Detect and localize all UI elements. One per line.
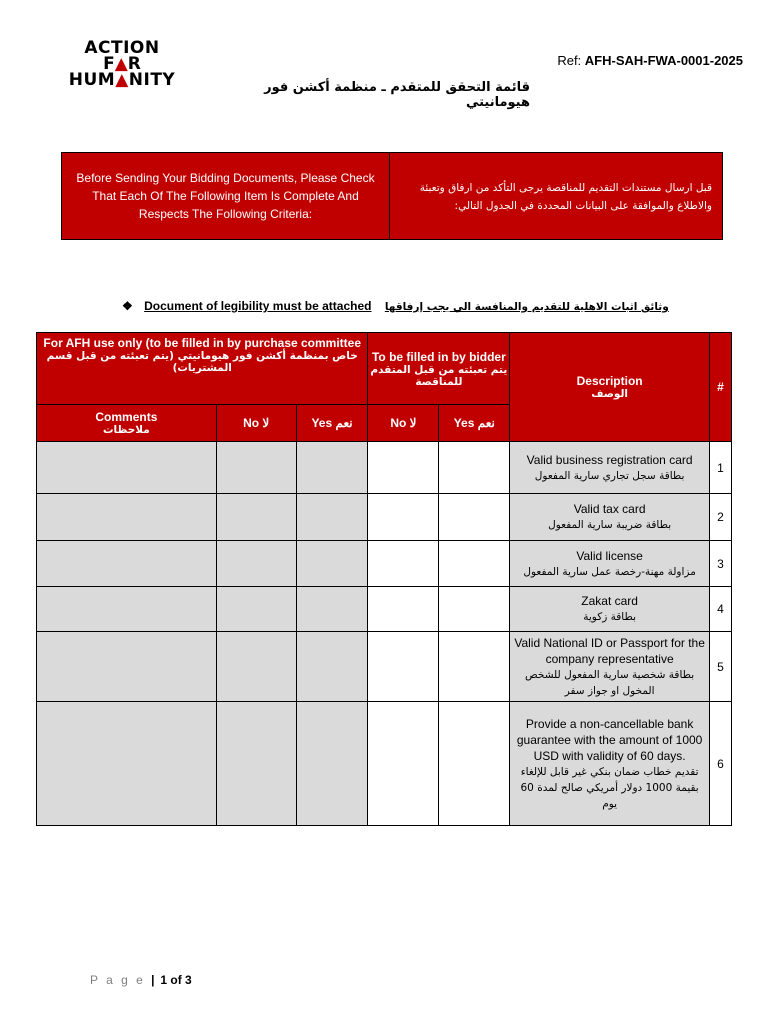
description-ar: بطاقة ضريبة سارية المفعول (548, 519, 672, 531)
description-en: Provide a non-cancellable bank guarantee with the amount of 1000 USD with validity of 60 days. (516, 716, 703, 763)
afh-yes-cell[interactable] (296, 632, 368, 702)
bidder-no-cell[interactable] (368, 702, 439, 826)
notice-en: Before Sending Your Bidding Documents, Please Check That Each Of The Following Item Is Complete And Respects The Following Criteria: (62, 153, 390, 239)
row-number: 2 (709, 494, 731, 541)
doc-heading-en: Document of legibility must be attached (144, 299, 372, 313)
ref-label: Ref: (557, 53, 582, 68)
page-separator: | (151, 973, 155, 987)
afh-no-cell[interactable] (216, 702, 296, 826)
description-header-en: Description (576, 374, 643, 388)
description-cell (510, 587, 710, 632)
diamond-bullet-icon: ❖ (122, 299, 133, 313)
comments-header-en: Comments (95, 410, 158, 424)
afh-no-cell[interactable] (216, 541, 296, 587)
ref-value: AFH-SAH-FWA-0001-2025 (584, 53, 743, 68)
description-en: Valid tax card (573, 502, 646, 516)
afh-no-cell[interactable] (216, 442, 296, 494)
description-en: Zakat card (581, 594, 638, 608)
afh-no-header: No لا (216, 405, 296, 442)
table-row (37, 632, 732, 702)
bidder-header (368, 333, 510, 405)
logo-triangle-icon: ▲ (115, 70, 129, 90)
page-footer (90, 973, 192, 987)
row-number: 3 (709, 541, 731, 587)
notice-box (61, 152, 723, 240)
comments-cell[interactable] (37, 587, 217, 632)
description-cell (510, 702, 710, 826)
bidder-header-en: To be filled in by bidder (371, 349, 506, 364)
afh-yes-cell[interactable] (296, 442, 368, 494)
row-number: 5 (709, 632, 731, 702)
comments-cell[interactable] (37, 702, 217, 826)
afh-no-cell[interactable] (216, 632, 296, 702)
bidder-yes-cell[interactable] (439, 632, 510, 702)
table-row (37, 541, 732, 587)
page-number: 1 of 3 (160, 973, 192, 987)
afh-yes-header: Yes نعم (296, 405, 368, 442)
comments-header (37, 405, 217, 442)
logo-line-1: ACTION (84, 38, 160, 58)
description-header (510, 333, 710, 442)
bidder-no-header: No لا (368, 405, 439, 442)
description-en: Valid business registration card (526, 452, 693, 467)
logo-line-3a: HUM (68, 70, 116, 90)
description-ar: بطاقة سجل تجاري سارية المفعول (534, 469, 685, 482)
description-ar: مزاولة مهنة-رخصة عمل سارية المفعول (523, 565, 696, 578)
logo-accent-icon: ▲ (114, 54, 128, 74)
logo-line-2a: F (103, 54, 115, 74)
doc-heading (122, 299, 682, 313)
comments-cell[interactable] (37, 442, 217, 494)
table-row (37, 494, 732, 541)
afh-yes-cell[interactable] (296, 587, 368, 632)
description-ar: تقديم خطاب ضمان بنكي غير قابل للإلغاء بقيمة 1000 دولار أمريكي صالح لمدة 60 يوم (520, 765, 699, 810)
doc-heading-ar: وثائق اثبات الاهلية للتقديم والمنافسة الي يجب إرفاقها (384, 301, 669, 313)
description-cell (510, 442, 710, 494)
bidder-yes-cell[interactable] (439, 494, 510, 541)
description-en: Valid license (576, 548, 643, 563)
description-header-ar: الوصف (591, 388, 628, 400)
bidder-yes-header: Yes نعم (439, 405, 510, 442)
table-row (37, 442, 732, 494)
bidder-no-cell[interactable] (368, 494, 439, 541)
comments-cell[interactable] (37, 541, 217, 587)
row-number: 1 (709, 442, 731, 494)
bidder-yes-cell[interactable] (439, 702, 510, 826)
description-en: Valid National ID or Passport for the company representative (514, 635, 705, 666)
afh-yes-cell[interactable] (296, 702, 368, 826)
description-cell (510, 494, 710, 541)
description-cell (510, 541, 710, 587)
description-ar: بطاقة شخصية سارية المفعول للشخص المخول او جواز سفر (525, 668, 695, 697)
checklist-table (36, 332, 732, 826)
page-title: قائمة التحقق للمتقدم ـ منظمة أكشن فور هيومانيتي (264, 80, 530, 110)
logo-line-2b: R (127, 54, 141, 74)
logo (62, 40, 182, 88)
bidder-no-cell[interactable] (368, 541, 439, 587)
notice-ar: قبل ارسال مستندات التقديم للمناقصة يرجى التأكد من ارفاق وتعبئة والاطلاع والموافقة على البيانات المحددة في الجدول التالي: (419, 182, 712, 212)
afh-yes-cell[interactable] (296, 541, 368, 587)
afh-no-cell[interactable] (216, 494, 296, 541)
number-header: # (709, 333, 731, 442)
bidder-no-cell[interactable] (368, 632, 439, 702)
comments-header-ar: ملاحظات (102, 424, 150, 436)
bidder-yes-cell[interactable] (439, 587, 510, 632)
bidder-no-cell[interactable] (368, 587, 439, 632)
afh-no-cell[interactable] (216, 587, 296, 632)
comments-cell[interactable] (37, 494, 217, 541)
table-row (37, 587, 732, 632)
bidder-no-cell[interactable] (368, 442, 439, 494)
comments-cell[interactable] (37, 632, 217, 702)
afh-use-header-en: For AFH use only (to be filled in by purchase committee (43, 336, 362, 350)
afh-yes-cell[interactable] (296, 494, 368, 541)
row-number: 4 (709, 587, 731, 632)
afh-use-header (37, 333, 368, 405)
page-label: P a g e (90, 973, 146, 987)
logo-line-3 (62, 72, 182, 88)
bidder-yes-cell[interactable] (439, 442, 510, 494)
logo-line-3b: NITY (128, 70, 176, 90)
bidder-yes-cell[interactable] (439, 541, 510, 587)
table-row (37, 702, 732, 826)
bidder-header-ar: يتم تعبئته من قبل المتقدم للمناقصة (370, 363, 508, 388)
description-cell (510, 632, 710, 702)
reference (557, 53, 743, 68)
description-ar: بطاقة زكوية (583, 611, 636, 623)
row-number: 6 (709, 702, 731, 826)
afh-use-header-ar: خاص بمنظمة أكشن فور هيومانيتي (يتم تعبئته من قبل قسم المشتريات) (46, 350, 358, 374)
